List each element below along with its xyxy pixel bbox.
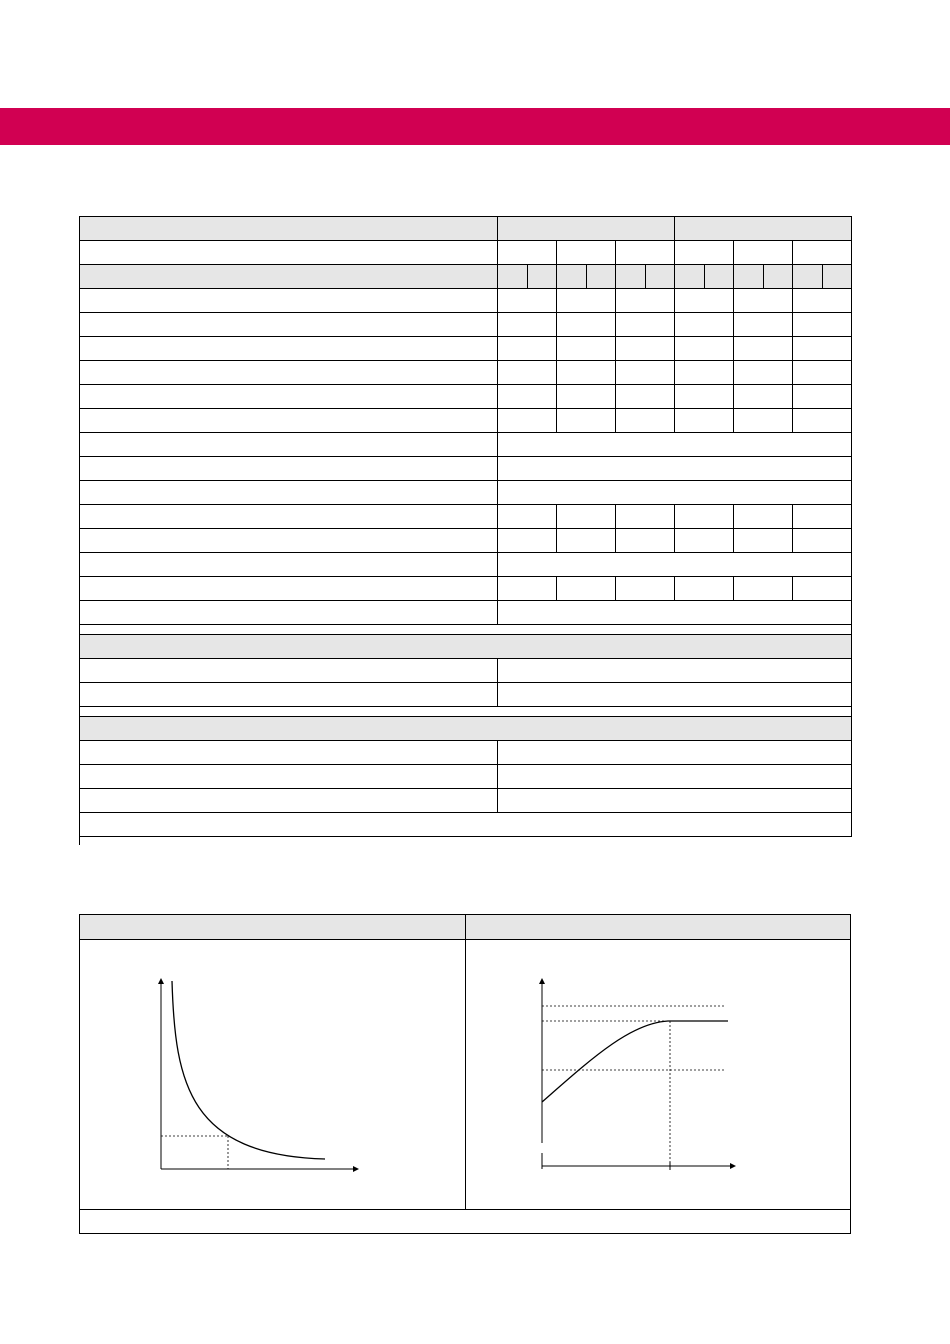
row-6-label-cell: [79, 337, 498, 361]
row-5-value-cell: [498, 313, 557, 337]
row-21-value-cell: [498, 683, 852, 707]
row-2-model-cell: [734, 241, 793, 265]
row-7-label-cell: [79, 361, 498, 385]
right-chart-curve: [542, 1021, 728, 1102]
row-5-value-cell: [734, 313, 793, 337]
row-9-value-cell: [734, 409, 793, 433]
row-11-value-cell: [498, 457, 852, 481]
left-chart-curve: [172, 981, 325, 1159]
row-3-sub-cell: [705, 265, 735, 289]
row-2-model-cell: [498, 241, 557, 265]
row-12-value-cell: [498, 481, 852, 505]
row-5-value-cell: [557, 313, 616, 337]
row-16-label-cell: [79, 577, 498, 601]
characteristic-curves-panel: [79, 914, 851, 1234]
row-4-value-cell: [675, 289, 734, 313]
row-3-sub-cell: [616, 265, 646, 289]
row-17-label-cell: [79, 601, 498, 625]
row-20-value-cell: [498, 659, 852, 683]
row-6-value-cell: [793, 337, 852, 361]
row-3-label-cell: [79, 265, 498, 289]
row-8-value-cell: [616, 385, 675, 409]
row-5-label-cell: [79, 313, 498, 337]
row-2-model-cell: [793, 241, 852, 265]
row-9-value-cell: [498, 409, 557, 433]
row-15-value-cell: [498, 553, 852, 577]
row-13-value-cell: [498, 505, 557, 529]
row-2-model-cell: [616, 241, 675, 265]
row-13-value-cell: [675, 505, 734, 529]
row-3-sub-cell: [823, 265, 853, 289]
row-14-value-cell: [616, 529, 675, 553]
row-18-spacer: [79, 625, 852, 635]
row-6-value-cell: [675, 337, 734, 361]
row-4-value-cell: [616, 289, 675, 313]
row-8-label-cell: [79, 385, 498, 409]
row-23-section-header: [79, 717, 852, 741]
row-5-value-cell: [616, 313, 675, 337]
row-24-value-cell: [498, 741, 852, 765]
row-26-label-cell: [79, 789, 498, 813]
row-3-sub-cell: [764, 265, 794, 289]
row-16-value-cell: [793, 577, 852, 601]
row-7-value-cell: [498, 361, 557, 385]
row-8-value-cell: [498, 385, 557, 409]
row-6-value-cell: [557, 337, 616, 361]
row-9-value-cell: [793, 409, 852, 433]
row-8-value-cell: [793, 385, 852, 409]
row-1-label-cell: [79, 216, 498, 241]
row-14-value-cell: [557, 529, 616, 553]
row-6-value-cell: [734, 337, 793, 361]
row-8-value-cell: [734, 385, 793, 409]
row-13-value-cell: [793, 505, 852, 529]
row-7-value-cell: [734, 361, 793, 385]
row-13-value-cell: [734, 505, 793, 529]
row-3-sub-cell: [498, 265, 528, 289]
row-2-model-cell: [675, 241, 734, 265]
brand-header-band: [0, 108, 950, 145]
row-11-label-cell: [79, 457, 498, 481]
row-16-value-cell: [616, 577, 675, 601]
row-3-sub-cell: [587, 265, 617, 289]
row-8-value-cell: [557, 385, 616, 409]
row-9-value-cell: [616, 409, 675, 433]
row-3-sub-cell: [793, 265, 823, 289]
row-2-label-cell: [79, 241, 498, 265]
row-1-group-cell: [675, 216, 852, 241]
row-3-sub-cell: [734, 265, 764, 289]
chart-panel-footer: [80, 1209, 850, 1234]
row-14-value-cell: [675, 529, 734, 553]
row-15-label-cell: [79, 553, 498, 577]
row-14-value-cell: [498, 529, 557, 553]
row-9-value-cell: [675, 409, 734, 433]
row-25-value-cell: [498, 765, 852, 789]
row-13-value-cell: [557, 505, 616, 529]
row-16-value-cell: [557, 577, 616, 601]
row-8-value-cell: [675, 385, 734, 409]
row-10-label-cell: [79, 433, 498, 457]
row-13-value-cell: [616, 505, 675, 529]
row-5-value-cell: [793, 313, 852, 337]
row-21-label-cell: [79, 683, 498, 707]
row-4-value-cell: [734, 289, 793, 313]
row-13-label-cell: [79, 505, 498, 529]
row-4-value-cell: [498, 289, 557, 313]
row-6-value-cell: [498, 337, 557, 361]
row-10-value-cell: [498, 433, 852, 457]
row-27-note-cell: [79, 813, 852, 837]
right-characteristic-chart: [542, 979, 735, 1170]
row-5-value-cell: [675, 313, 734, 337]
row-3-sub-cell: [557, 265, 587, 289]
row-14-value-cell: [793, 529, 852, 553]
row-4-value-cell: [557, 289, 616, 313]
row-25-label-cell: [79, 765, 498, 789]
row-1-group-cell: [498, 216, 675, 241]
row-17-value-cell: [498, 601, 852, 625]
row-7-value-cell: [793, 361, 852, 385]
row-9-value-cell: [557, 409, 616, 433]
row-16-value-cell: [498, 577, 557, 601]
row-7-value-cell: [557, 361, 616, 385]
row-6-value-cell: [616, 337, 675, 361]
row-22-spacer: [79, 707, 852, 717]
row-2-model-cell: [557, 241, 616, 265]
row-3-sub-cell: [646, 265, 676, 289]
row-9-label-cell: [79, 409, 498, 433]
row-4-value-cell: [793, 289, 852, 313]
row-16-value-cell: [734, 577, 793, 601]
row-7-value-cell: [675, 361, 734, 385]
specification-table: [79, 216, 852, 845]
row-26-value-cell: [498, 789, 852, 813]
row-7-value-cell: [616, 361, 675, 385]
left-characteristic-chart: [161, 979, 358, 1169]
row-4-label-cell: [79, 289, 498, 313]
row-3-sub-cell: [675, 265, 705, 289]
row-14-label-cell: [79, 529, 498, 553]
row-12-label-cell: [79, 481, 498, 505]
row-3-sub-cell: [528, 265, 558, 289]
row-19-section-header: [79, 635, 852, 659]
row-20-label-cell: [79, 659, 498, 683]
row-16-value-cell: [675, 577, 734, 601]
row-24-label-cell: [79, 741, 498, 765]
row-14-value-cell: [734, 529, 793, 553]
curves-drawing: [80, 915, 850, 1209]
